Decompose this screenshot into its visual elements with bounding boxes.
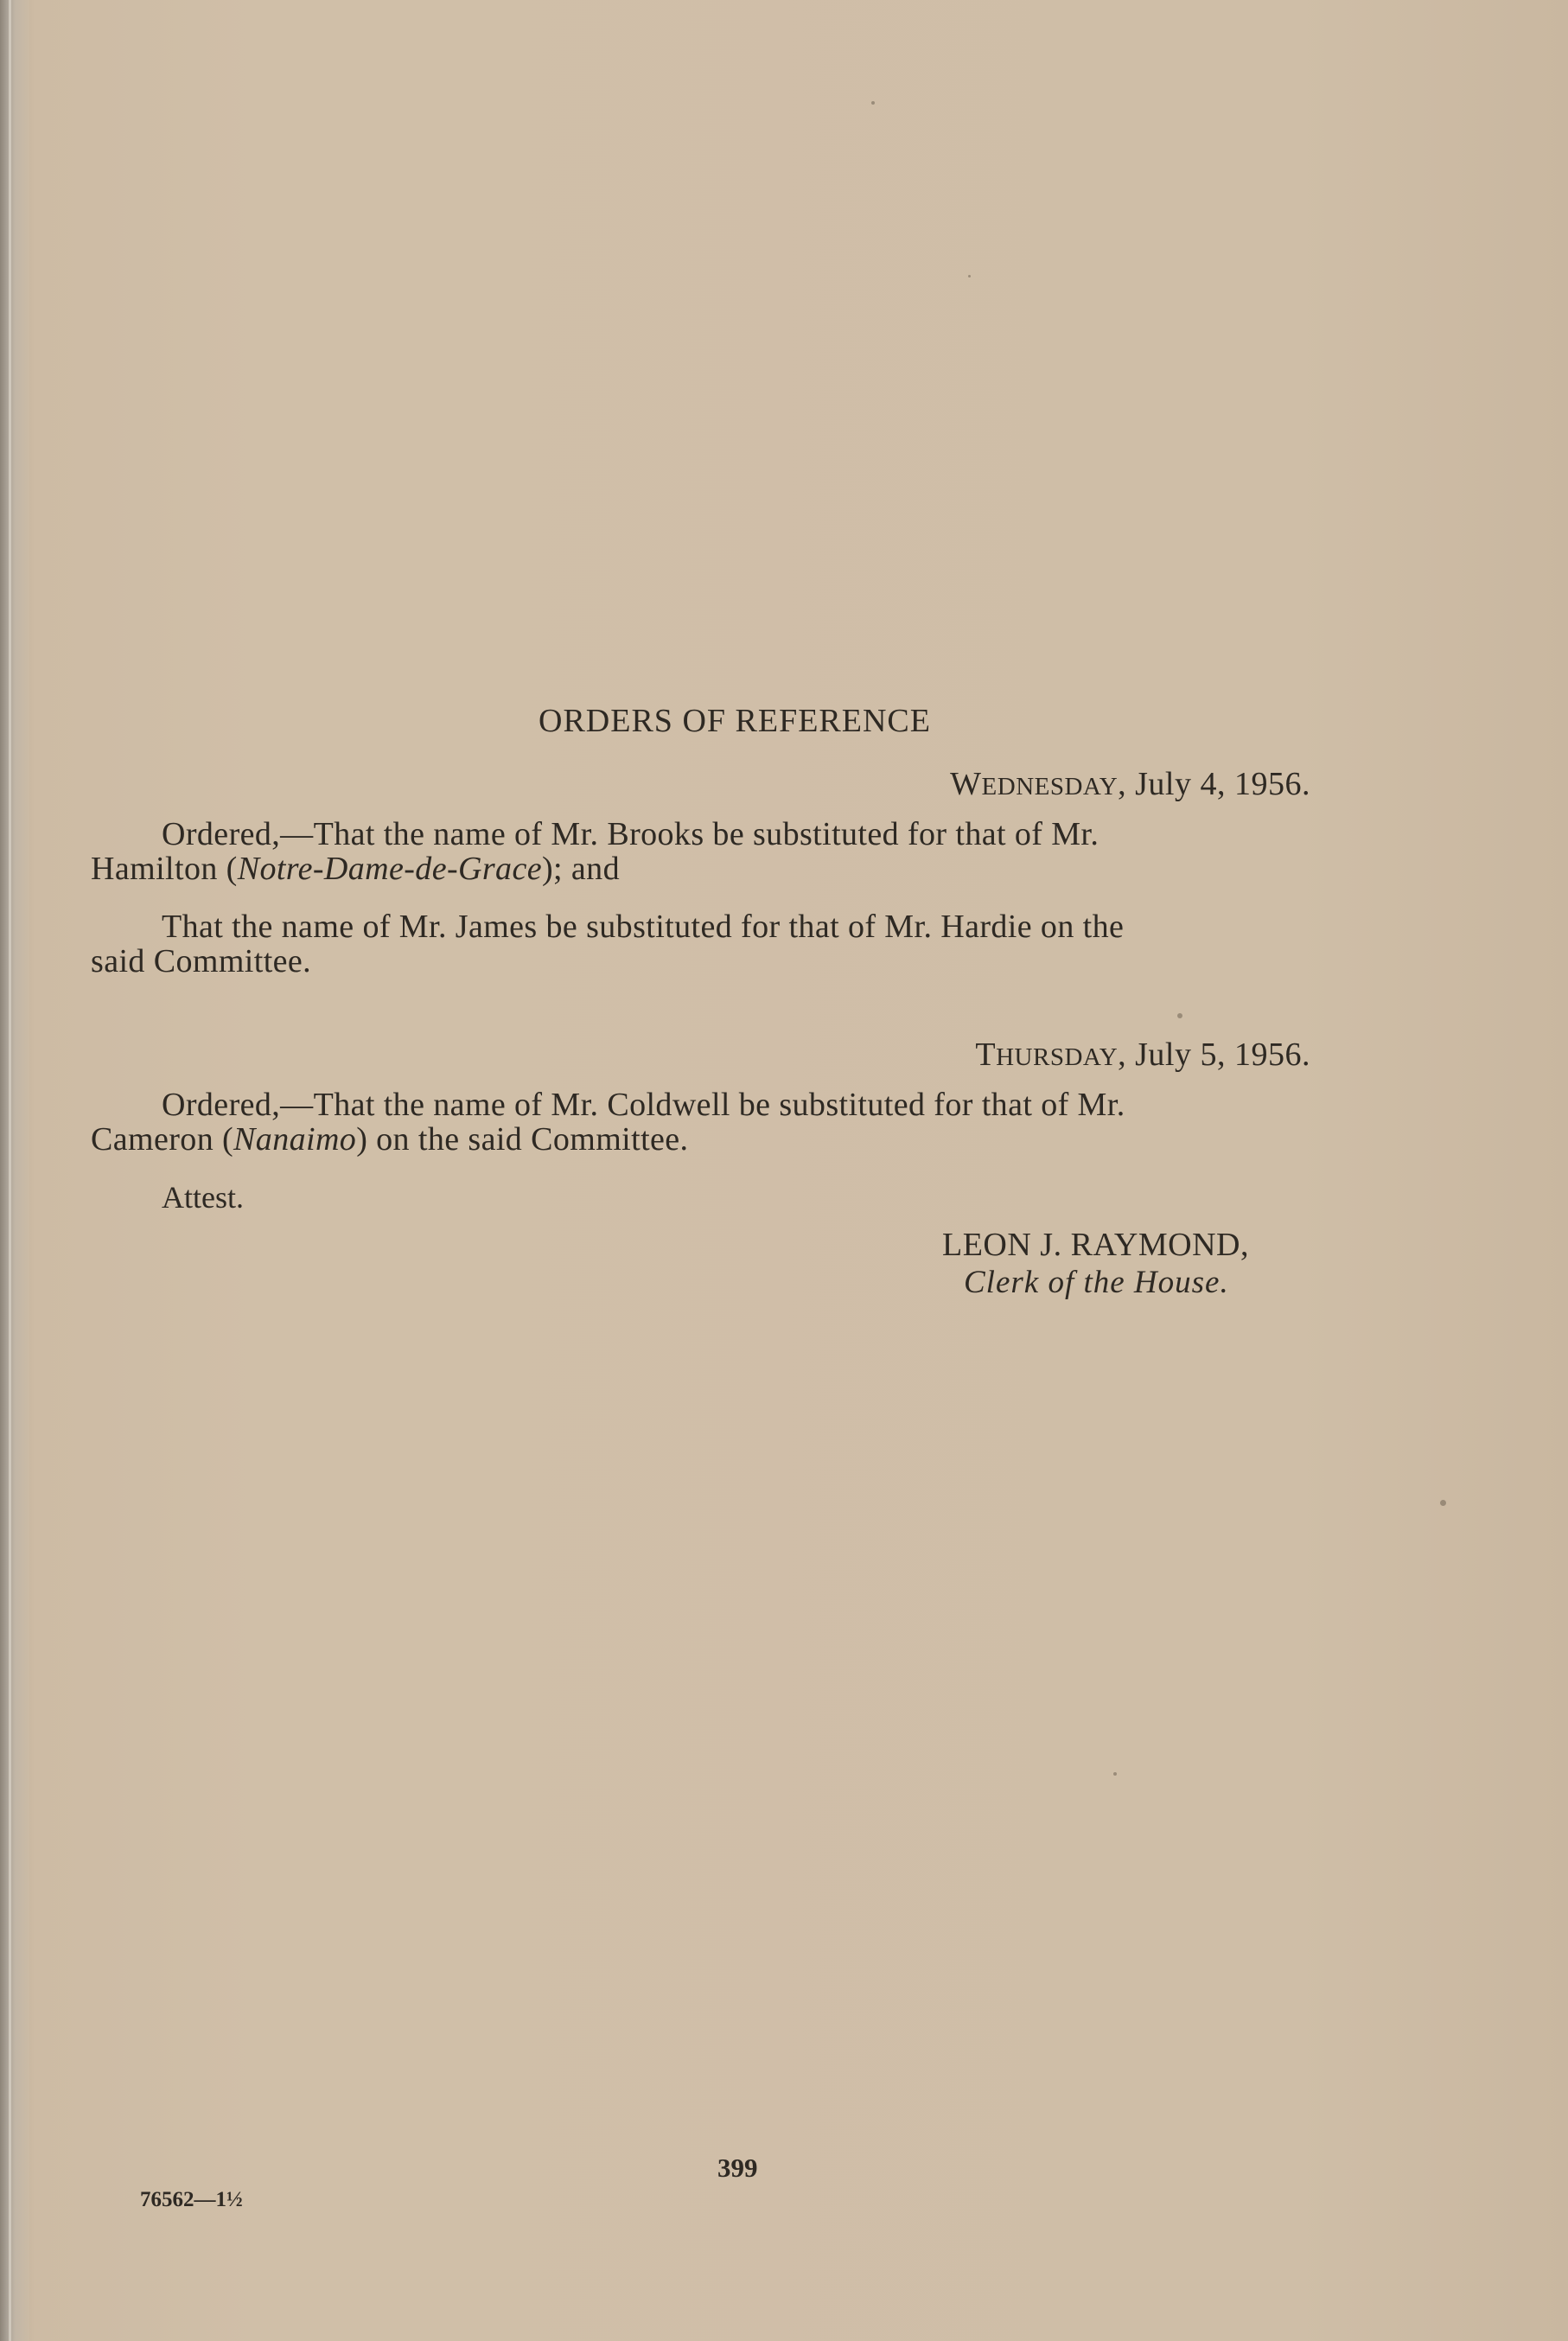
paper-speck: [1113, 1772, 1117, 1776]
line2-text-a: said Committee.: [91, 943, 312, 979]
page-heading: ORDERS OF REFERENCE: [539, 703, 931, 739]
paragraph-line1: That the name of Mr. James be substituted for that of Mr. Hardie on the: [162, 909, 1125, 945]
paper-speck: [1177, 1013, 1182, 1018]
date-rest: , July 4, 1956.: [1118, 766, 1310, 802]
line2-italic: Notre-Dame-de-Grace: [237, 851, 542, 887]
paragraph-line2: [91, 944, 1383, 979]
line2-italic: Nanaimo: [233, 1121, 357, 1158]
order-paragraph: [91, 1088, 1383, 1157]
day-initial: T: [975, 1037, 997, 1073]
signatory-name: LEON J. RAYMOND,: [942, 1227, 1249, 1263]
signatory-title: Clerk of the House.: [964, 1265, 1229, 1300]
page-number: 399: [717, 2153, 758, 2183]
paper-speck: [871, 101, 875, 105]
paper-speck: [968, 275, 971, 277]
day-rest: HURSDAY: [996, 1043, 1119, 1071]
order-paragraph: [91, 909, 1383, 979]
paragraph-line2: [91, 1122, 1383, 1157]
paragraph-line1: Ordered,—That the name of Mr. Brooks be substituted for that of Mr.: [162, 816, 1100, 852]
paragraph-line2: [91, 852, 1383, 886]
day-rest: EDNESDAY: [981, 773, 1119, 801]
paragraph-line1: Ordered,—That the name of Mr. Coldwell be substituted for that of Mr.: [162, 1087, 1125, 1123]
entry-date-wednesday: [950, 765, 1310, 803]
line2-text-b: ) on the said Committee.: [356, 1121, 689, 1158]
paper-speck: [1440, 1500, 1446, 1506]
attest-label: Attest.: [162, 1180, 244, 1215]
binding-line: [9, 0, 11, 2341]
binding-edge: [0, 0, 29, 2341]
entry-date-thursday: [975, 1036, 1310, 1074]
day-initial: W: [950, 766, 982, 802]
line2-text-a: Hamilton (: [91, 851, 238, 887]
line2-text-b: ); and: [542, 851, 620, 887]
line2-text-a: Cameron (: [91, 1121, 234, 1158]
date-rest: , July 5, 1956.: [1118, 1037, 1310, 1073]
order-paragraph: [91, 817, 1383, 886]
print-reference: 76562—1½: [140, 2188, 243, 2211]
